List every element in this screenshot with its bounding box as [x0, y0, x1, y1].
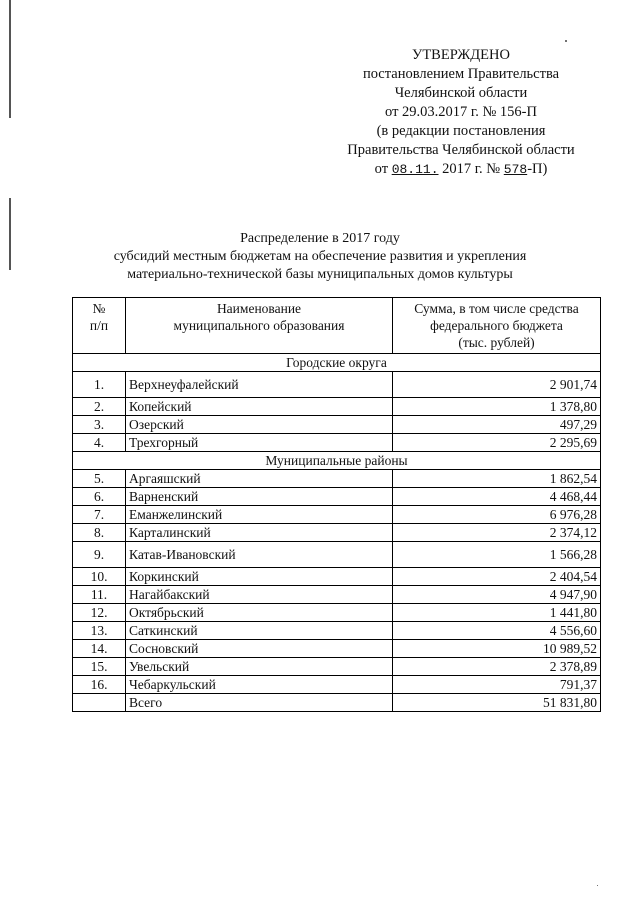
- row-num: 12.: [73, 604, 126, 622]
- total-row: [73, 694, 601, 712]
- table-row: [73, 586, 601, 604]
- approval-line: (в редакции постановления: [376, 123, 546, 139]
- group-row: [73, 354, 601, 372]
- approval-prefix: от: [374, 161, 389, 177]
- row-sum: 1 566,28: [393, 542, 601, 568]
- table-header-row: [73, 298, 601, 354]
- row-name: Нагайбакский: [126, 586, 393, 604]
- row-name: Увельский: [126, 658, 393, 676]
- header-sum-line: (тыс. рублей): [458, 335, 535, 350]
- row-name: Копейский: [126, 398, 393, 416]
- row-sum: 1 378,80: [393, 398, 601, 416]
- row-num: 13.: [73, 622, 126, 640]
- approval-suffix: -П): [527, 161, 548, 177]
- table-row: [73, 676, 601, 694]
- approval-line: Правительства Челябинской области: [347, 142, 575, 158]
- approval-middle: 2017 г. №: [442, 161, 501, 177]
- row-sum: 2 378,89: [393, 658, 601, 676]
- row-name: Аргаяшский: [126, 470, 393, 488]
- total-num-cell: [73, 694, 126, 712]
- total-label: Всего: [126, 694, 393, 712]
- header-name-line: муниципального образования: [173, 318, 345, 333]
- scan-dot: [597, 885, 598, 886]
- row-sum: 2 374,12: [393, 524, 601, 542]
- approval-stamp: [330, 46, 592, 179]
- row-sum: 2 295,69: [393, 434, 601, 452]
- row-num: 8.: [73, 524, 126, 542]
- row-num: 1.: [73, 372, 126, 398]
- header-num-line: №: [92, 301, 106, 316]
- row-num: 5.: [73, 470, 126, 488]
- table-row: [73, 398, 601, 416]
- row-name: Озерский: [126, 416, 393, 434]
- title-line: материально-технической базы муниципальных домов культуры: [127, 267, 513, 282]
- header-name: [126, 298, 393, 354]
- header-sum-line: федерального бюджета: [430, 318, 563, 333]
- row-name: Коркинский: [126, 568, 393, 586]
- table-row: [73, 470, 601, 488]
- scan-dot: [565, 40, 567, 42]
- row-num: 2.: [73, 398, 126, 416]
- row-num: 16.: [73, 676, 126, 694]
- row-sum: 2 901,74: [393, 372, 601, 398]
- row-num: 7.: [73, 506, 126, 524]
- row-num: 11.: [73, 586, 126, 604]
- approval-line: Челябинской области: [394, 85, 528, 101]
- approval-edition-number: 578: [503, 162, 528, 177]
- row-sum: 6 976,28: [393, 506, 601, 524]
- row-num: 6.: [73, 488, 126, 506]
- row-name: Чебаркульский: [126, 676, 393, 694]
- row-sum: 791,37: [393, 676, 601, 694]
- approval-edition-line: [330, 160, 592, 179]
- row-sum: 2 404,54: [393, 568, 601, 586]
- table-row: [73, 604, 601, 622]
- row-name: Варненский: [126, 488, 393, 506]
- table-row: [73, 658, 601, 676]
- title-line: субсидий местным бюджетам на обеспечение развития и укрепления: [113, 249, 527, 264]
- header-sum: [393, 298, 601, 354]
- table-row: [73, 506, 601, 524]
- table-row: [73, 434, 601, 452]
- scan-mark-mid-left: [9, 198, 11, 270]
- row-sum: 10 989,52: [393, 640, 601, 658]
- row-num: 15.: [73, 658, 126, 676]
- approval-heading: УТВЕРЖДЕНО: [412, 47, 510, 63]
- row-sum: 497,29: [393, 416, 601, 434]
- approval-line: постановлением Правительства: [362, 66, 560, 82]
- row-sum: 1 862,54: [393, 470, 601, 488]
- group-label-districts: Муниципальные районы: [73, 452, 601, 470]
- row-num: 9.: [73, 542, 126, 568]
- row-name: Еманжелинский: [126, 506, 393, 524]
- document-title: [60, 230, 580, 284]
- row-num: 14.: [73, 640, 126, 658]
- header-num-line: п/п: [89, 318, 109, 333]
- table-row: [73, 542, 601, 568]
- group-label-urban: Городские округа: [73, 354, 601, 372]
- table-row: [73, 488, 601, 506]
- table-row: [73, 524, 601, 542]
- table-row: [73, 622, 601, 640]
- row-name: Саткинский: [126, 622, 393, 640]
- header-num: [73, 298, 126, 354]
- row-num: 3.: [73, 416, 126, 434]
- approval-edition-date: 08.11.: [391, 162, 439, 177]
- row-name: Катав-Ивановский: [126, 542, 393, 568]
- row-name: Трехгорный: [126, 434, 393, 452]
- row-name: Карталинский: [126, 524, 393, 542]
- table-row: [73, 372, 601, 398]
- row-name: Верхнеуфалейский: [126, 372, 393, 398]
- header-name-line: Наименование: [216, 301, 302, 316]
- row-sum: 1 441,80: [393, 604, 601, 622]
- table-row: [73, 416, 601, 434]
- total-sum: 51 831,80: [393, 694, 601, 712]
- scan-mark-top-left: [9, 0, 11, 118]
- title-line: Распределение в 2017 году: [240, 231, 400, 246]
- row-sum: 4 947,90: [393, 586, 601, 604]
- row-sum: 4 556,60: [393, 622, 601, 640]
- row-name: Октябрьский: [126, 604, 393, 622]
- header-sum-line: Сумма, в том числе средства: [414, 301, 579, 316]
- row-num: 10.: [73, 568, 126, 586]
- table-row: [73, 568, 601, 586]
- group-row: [73, 452, 601, 470]
- subsidy-table: [72, 297, 601, 712]
- table-row: [73, 640, 601, 658]
- row-sum: 4 468,44: [393, 488, 601, 506]
- row-num: 4.: [73, 434, 126, 452]
- row-name: Сосновский: [126, 640, 393, 658]
- approval-line: от 29.03.2017 г. № 156-П: [385, 104, 537, 120]
